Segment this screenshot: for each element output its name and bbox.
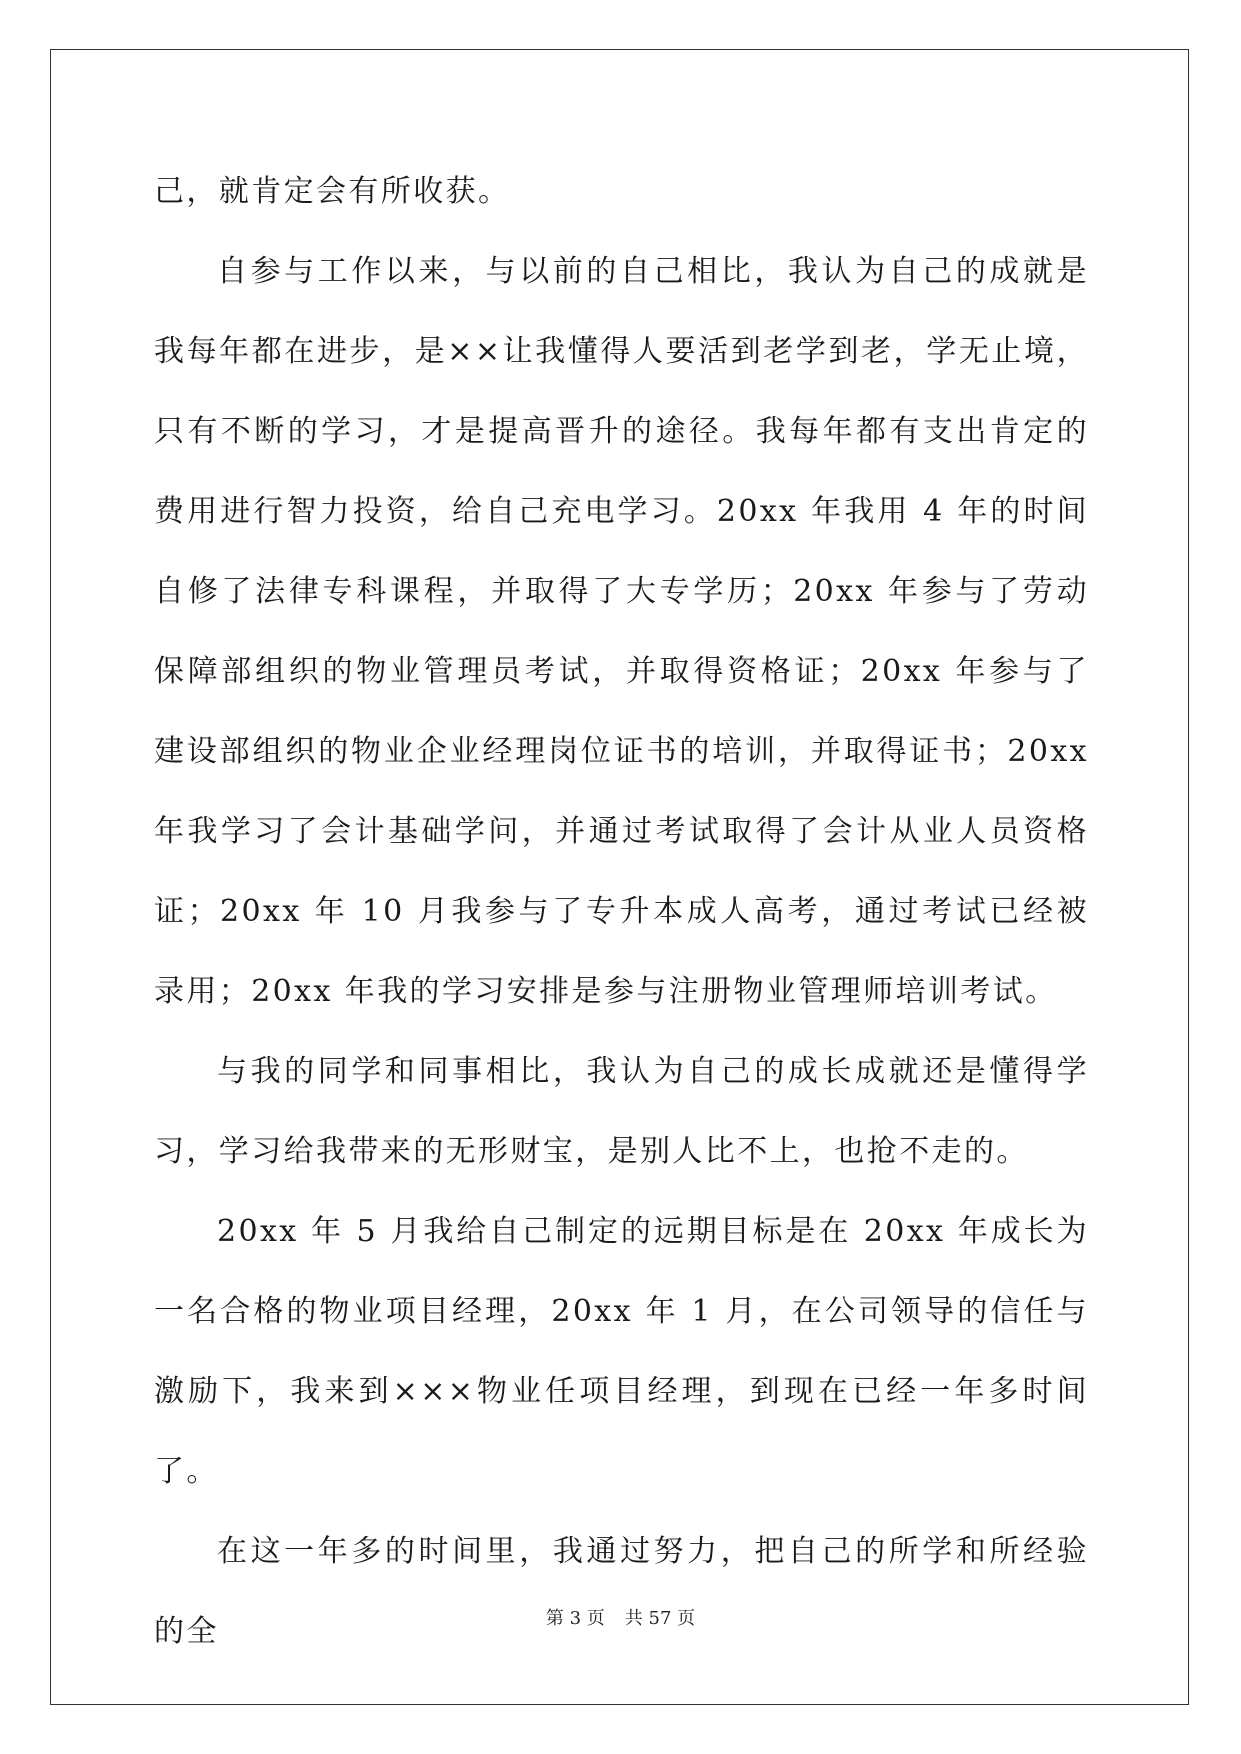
- paragraph-4: 20xx 年 5 月我给自己制定的远期目标是在 20xx 年成长为一名合格的物业项目经理，20xx 年 1 月，在公司领导的信任与激励下，我来到×××物业任项目经理，到现在已经一年多时间了。: [154, 1214, 1089, 1489]
- paragraph-1: 己，就肯定会有所收获。: [154, 174, 511, 209]
- document-body: [154, 152, 1089, 1672]
- paragraph-3: 与我的同学和同事相比，我认为自己的成长成就还是懂得学习，学习给我带来的无形财宝，是别人比不上，也抢不走的。: [154, 1054, 1089, 1169]
- paragraph-2: 自参与工作以来，与以前的自己相比，我认为自己的成就是我每年都在进步，是××让我懂得人要活到老学到老，学无止境，只有不断的学习，才是提高晋升的途径。我每年都有支出肯定的费用进行智力投资，给自己充电学习。20xx 年我用 4 年的时间自修了法律专科课程，并取得了大专学历；20xx 年参与了劳动保障部组织的物业管理员考试，并取得资格证；20xx 年参与了建设部组织的物业企业经理岗位证书的培训，并取得证书；20xx 年我学习了会计基础学问，并通过考试取得了会计从业人员资格证；20xx 年 10 月我参与了专升本成人高考，通过考试已经被录用；20xx 年我的学习安排是参与注册物业管理师培训考试。: [154, 254, 1089, 1009]
- page-footer: [0, 1604, 1241, 1630]
- page-number: 第 3 页: [545, 1608, 605, 1629]
- paragraph-5: 在这一年多的时间里，我通过努力，把自己的所学和所经验的全: [154, 1534, 1089, 1649]
- total-pages: 共 57 页: [624, 1608, 696, 1629]
